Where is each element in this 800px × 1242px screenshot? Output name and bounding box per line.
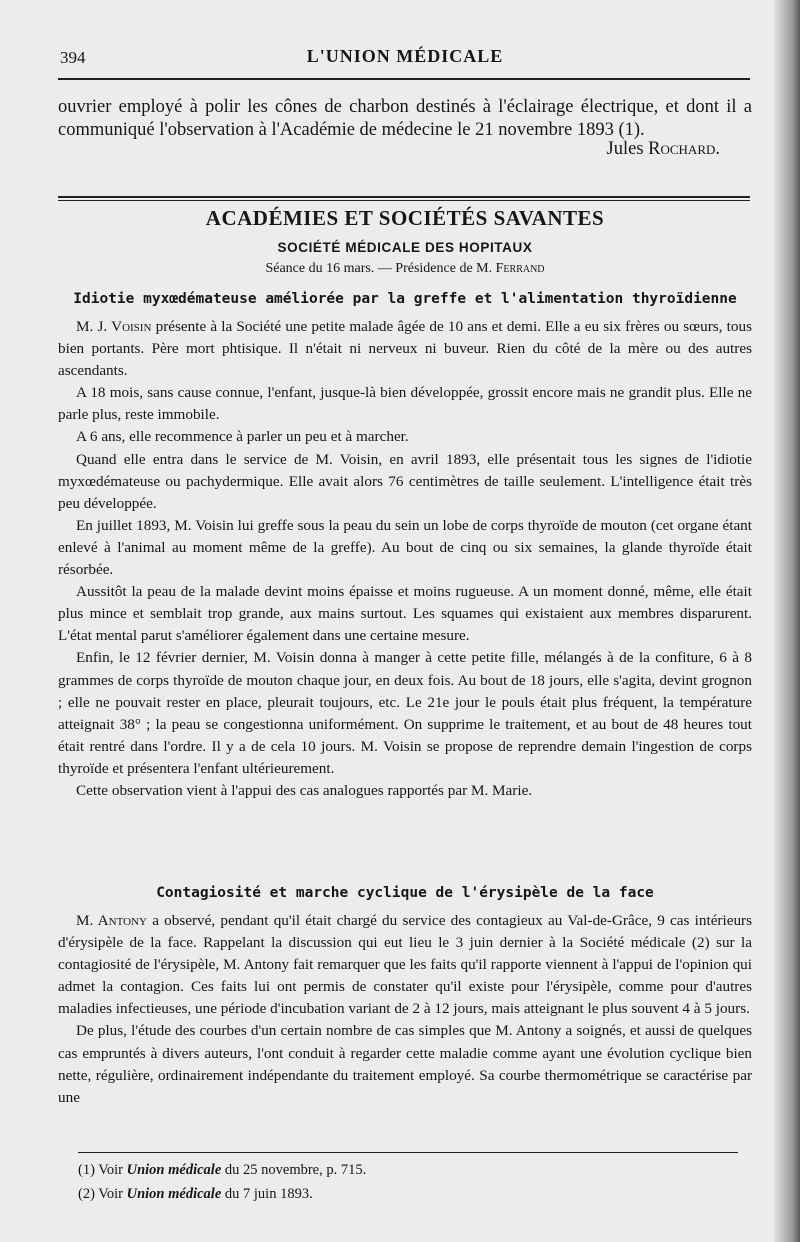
article-paragraph: Aussitôt la peau de la malade devint moins épaisse et moins rugueuse. A un moment donné, même, elle était plus mince et semblait trop grande, aux mains surtout. Les squames qui existaient aux membres disparurent. L'état mental parut s'améliorer également dans une certaine mesure. [58,583,752,645]
intro-text: ouvrier employé à polir les cônes de charbon destinés à l'éclairage électrique, et dont il a communiqué l'observation à l'Académie de médecine le 21 novembre 1893 (1). [58,97,752,140]
article-paragraph: Cette observation vient à l'appui des cas analogues rapportés par M. Marie. [76,781,533,799]
intro-paragraph [58,96,752,161]
article-paragraph: Quand elle entra dans le service de M. Voisin, en avril 1893, elle présentait tous les signes de l'idiotie myxœdémateuse ou pachydermique. Elle avait alors 76 centimètres de taille seulement. L'intelligence était très peu développée. [58,450,752,512]
signature-last-name: Rochard. [648,139,720,159]
article-idiotie [58,289,752,802]
footnote: (1) Voir Union médicale du 25 novembre, p. 715. [78,1162,367,1178]
article-paragraph: A 6 ans, elle recommence à parler un peu et à marcher. [76,428,409,446]
article-paragraph: En juillet 1893, M. Voisin lui greffe sous la peau du sein un lobe de corps thyroïde de mouton (cet organe étant enlevé à l'animal au moment même de la greffe). Au bout de cinq ou six semaines, la glande thyroïde était résorbée. [58,516,752,579]
page-edge-shadow [774,0,800,1242]
footnote-source: Union médicale [126,1186,222,1202]
seance-line [58,261,752,277]
lead-name: M. J. Voisin [76,318,152,335]
footnote-source: Union médicale [126,1162,222,1178]
lead-name: M. Antony [76,912,147,929]
seance-text: Séance du 16 mars. — Présidence de M. [265,261,493,276]
article-paragraph: A 18 mois, sans cause connue, l'enfant, jusque-là bien développée, grossit encore mais ne grandit plus. Elle ne parle plus, reste immobile. [58,384,752,424]
footnotes [78,1158,738,1206]
article-erysipele [58,883,752,1109]
footnote: (2) Voir Union médicale du 7 juin 1893. [78,1186,313,1202]
seance-president: Ferrand [495,261,545,276]
article-paragraph: Enfin, le 12 février dernier, M. Voisin donna à manger à cette petite fille, mélangés à de la confiture, 6 à 8 grammes de corps thyroïde de mouton chaque jour, en deux fois. Au bout de 18 jours, elle s'agita, devint grognon ; elle ne pouvait rester en place, pleurait toujours, etc. Le 21e jour le pouls était plus fréquent, la température atteignait 38° ; la peau se congestionna uniformément. On supprime le traitement, et au bout de 48 heures tout était rentré dans l'ordre. Il y a de cela 10 jours. M. Voisin se propose de reprendre demain l'ingestion de corps thyroïde et présentera l'enfant ultérieurement. [58,649,752,777]
society-name: SOCIÉTÉ MÉDICALE DES HOPITAUX [277,240,533,255]
section-title: ACADÉMIES ET SOCIÉTÉS SAVANTES [205,206,605,230]
article-title: Contagiosité et marche cyclique de l'érysipèle de la face [156,885,654,901]
running-title: L'UNION MÉDICALE [306,46,504,66]
page-header [60,44,750,72]
header-rule [58,78,750,80]
article-title: Idiotie myxœdémateuse améliorée par la greffe et l'alimentation thyroïdienne [73,291,737,307]
article-paragraph: De plus, l'étude des courbes d'un certain nombre de cas simples que M. Antony a soignés, et aussi de quelques cas empruntés à divers auteurs, l'ont conduit à regarder cette maladie comme ayant une évolution cyclique bien nette, régulière, ordinairement indépendante du traitement employé. Sa courbe thermométrique se caractérise par une [58,1022,752,1106]
article-paragraph: M. J. Voisin présente à la Société une petite malade âgée de 10 ans et demi. Elle a eu six frères ou sœurs, tous bien portants. Père mort phtisique. Il n'était ni nerveux ni buveur. Rien du côté de la mère ou des autres ascendants. [58,318,752,380]
page-number: 394 [60,48,86,67]
footnote-rule [78,1152,738,1153]
signature-first-name: Jules [606,139,644,159]
section-rule-top [58,196,750,198]
article-paragraph: M. Antony a observé, pendant qu'il était chargé du service des contagieux au Val-de-Grâce, 9 cas intérieurs d'érysipèle de la face. Rappelant la discussion qui eut lieu le 3 juin dernier à la Société médicale (2) sur la contagiosité de l'érysipèle, M. Antony fait remarquer que les faits qu'il rapporte viennent à l'appui de l'opinion qui admet la contagion. Ces faits lui ont permis de constater qu'il existe pour l'érysipèle, comme pour d'autres maladies infectieuses, une période d'incubation variant de 2 à 12 jours, mais atteignant le plus souvent 4 à 5 jours. [58,912,753,1018]
section-rule-bottom [58,200,750,201]
